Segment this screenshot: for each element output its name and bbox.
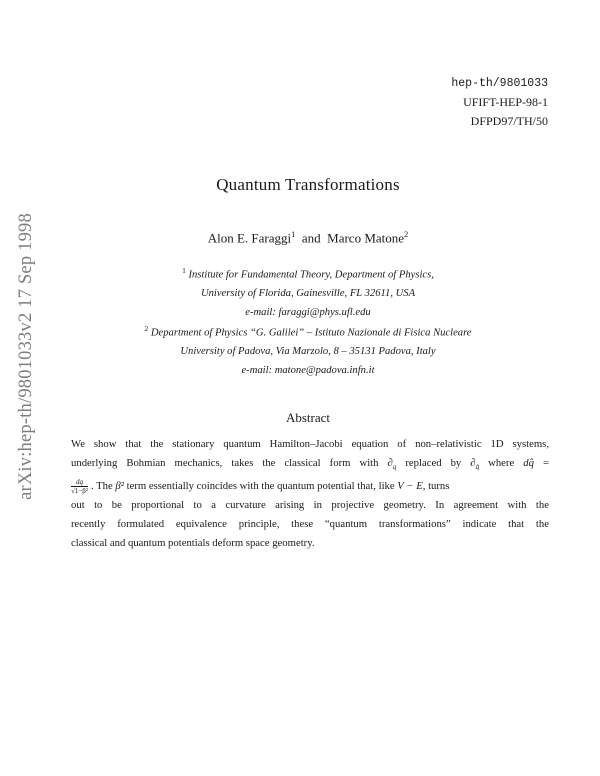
affiliation-florida-email: e-mail: faraggi@phys.ufl.edu [245,306,371,318]
abstract-line-1: We show that the stationary quantum Hamilton–Jacobi equation of non–relativistic 1D systems, [71,438,549,450]
abstract-line-2: underlying Bohmian mechanics, takes the classical form with $\partial_q$ replaced by $\partial_{q̂}$ where dq̂ = [71,457,550,472]
author-faraggi-mark: 1 [291,229,296,239]
author-matone: Marco Matone [327,230,405,246]
abstract-body [71,435,549,553]
author-matone-mark: 2 [404,229,409,239]
report-number-dfpd: DFPD97/TH/50 [470,114,548,128]
affiliation-florida-line2: University of Florida, Gainesville, FL 32611, USA [200,288,416,300]
abstract-line-5: recently formulated equivalence principle, these “quantum transformations” indicate that the [71,518,549,531]
report-number-arxiv: hep-th/9801033 [451,77,548,90]
affiliation-padova [0,320,600,380]
dq-fraction: $\frac{dq}{\text{√1−β²}}$ [71,478,88,496]
abstract-heading: Abstract [285,410,331,425]
affiliation-padova-email: e-mail: matone@padova.infn.it [241,364,375,376]
report-number-ufift: UFIFT-HEP-98-1 [463,95,548,109]
affiliation-padova-mark: 2 [144,324,149,333]
author-conjunction: and [301,230,321,246]
affiliation-florida [0,262,600,322]
affiliation-padova-line1: Department of Physics “G. Galilei” – Istituto Nazionale di Fisica Nucleare [150,327,472,339]
affiliation-florida-mark: 1 [182,266,186,275]
affiliation-padova-line2: University of Padova, Via Marzolo, 8 – 35131 Padova, Italy [180,346,436,358]
abstract-line-6: classical and quantum potentials deform space geometry. [71,537,315,550]
affiliation-florida-line1: Institute for Fundamental Theory, Department of Physics, [188,269,434,281]
abstract-line-4: out to be proportional to a curvature arising in projective geometry. In agreement with the [71,499,549,512]
paper-title: Quantum Transformations [216,175,400,194]
report-numbers [451,74,548,131]
arxiv-stamp-text: arXiv:hep-th/9801033v2 17 Sep 1998 [15,212,36,500]
abstract-line-3: $\frac{dq}{\text{√1−β²}}$ . The β² term essentially coincides with the quantum potential that, like V − E, turns [71,478,450,496]
author-faraggi: Alon E. Faraggi [207,230,292,246]
author-list [0,229,600,246]
